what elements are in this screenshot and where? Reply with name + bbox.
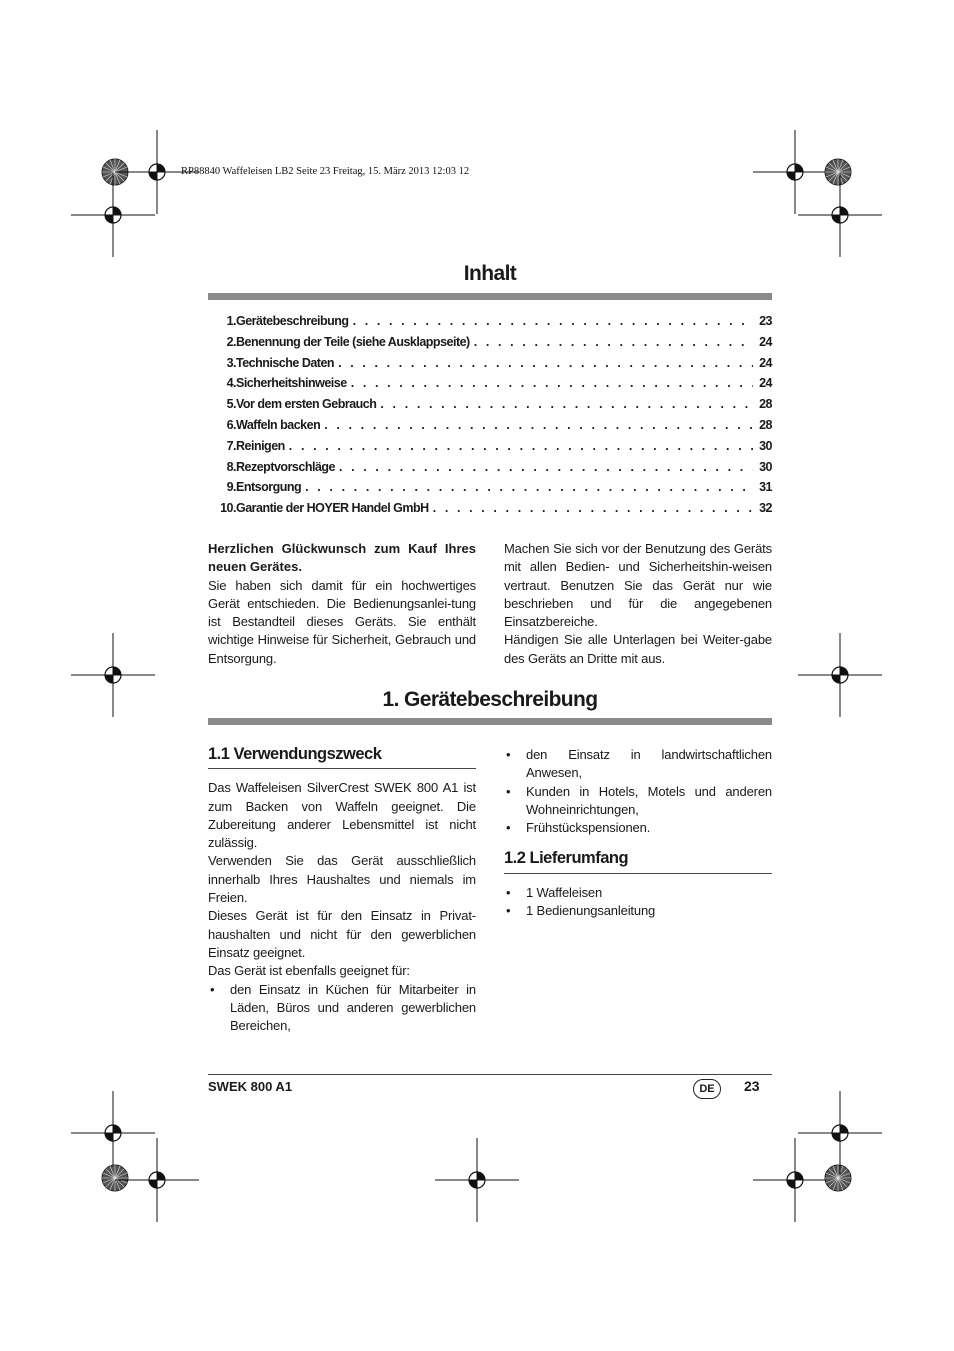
toc-entry-row — [236, 415, 772, 436]
toc-entry-page: 24 — [759, 376, 772, 391]
toc-dot-leader — [376, 394, 753, 415]
toc-dot-leader — [285, 436, 753, 457]
toc-entry-title: Entsorgung — [236, 480, 302, 495]
intro-left-column — [208, 540, 476, 668]
toc-dot-leader — [301, 477, 753, 498]
toc-title: Inhalt — [463, 262, 517, 285]
subsection-title-delivery: 1.2 Lieferumfang — [504, 849, 629, 868]
list-item: • den Einsatz in landwirtschaftlichen Anwesen, — [504, 746, 772, 783]
toc-entry-number: 1. — [226, 314, 236, 328]
toc-entry-title: Waffeln backen — [236, 417, 321, 432]
toc-entry — [208, 353, 772, 374]
subsection-rule — [208, 768, 476, 769]
footer-model: SWEK 800 A1 — [208, 1079, 293, 1094]
intro-right-paragraph-1: Machen Sie sich vor der Benutzung des Geräts mit allen Bedien- und Sicherheitshin-weisen vertraut. Benutzen Sie das Gerät nur wie beschrieben und für die angegebenen Einsatzbereiche. — [504, 541, 772, 630]
toc-entry-row — [236, 353, 772, 374]
toc-entry-number: 7. — [226, 438, 236, 453]
toc-list — [208, 311, 772, 519]
usage-bullet-list — [208, 981, 476, 1036]
toc-entry-number: 10. — [220, 501, 236, 516]
toc-dot-leader — [349, 311, 754, 332]
toc-entry-number: 9. — [226, 480, 236, 495]
toc-entry — [208, 394, 772, 415]
toc-entry-title: Rezeptvorschläge — [236, 459, 335, 474]
usage-column — [208, 745, 476, 1035]
toc-entry-title: Benennung der Teile (siehe Ausklappseite) — [236, 334, 470, 349]
toc-dot-leader — [429, 498, 753, 519]
toc-entry-number: 5. — [226, 397, 236, 412]
list-item: • Frühstückspensionen. — [504, 819, 772, 837]
usage-paragraph-2: Verwenden Sie das Gerät ausschließlich innerhalb Ihres Haushaltes und niemals im Freien. — [208, 853, 476, 906]
toc-entry-page: 24 — [759, 334, 772, 349]
toc-entry-title: Technische Daten — [236, 355, 335, 370]
intro-right-column — [504, 540, 772, 668]
toc-entry-title: Reinigen — [236, 438, 285, 453]
toc-entry-row — [236, 311, 772, 332]
toc-entry-number: 2. — [226, 334, 236, 349]
toc-entry-row — [236, 498, 772, 519]
toc-entry-number: 6. — [226, 417, 236, 432]
toc-dot-leader — [347, 373, 753, 394]
print-header: RP88840 Waffeleisen LB2 Seite 23 Freitag, 15. März 2013 12:03 12 — [181, 166, 470, 177]
footer-rule — [208, 1074, 772, 1075]
toc-entry-page: 32 — [759, 501, 772, 516]
right-column — [504, 746, 772, 920]
toc-dot-leader — [470, 332, 753, 353]
toc-entry — [208, 415, 772, 436]
list-item: • 1 Waffeleisen — [504, 884, 772, 902]
toc-entry — [208, 477, 772, 498]
toc-title-bar — [208, 293, 772, 300]
toc-entry-title: Gerätebeschreibung — [236, 314, 349, 328]
intro-left-text: Sie haben sich damit für ein hochwertiges Gerät entschieden. Die Bedienungsanlei-tung ist Bestandteil dieses Geräts. Sie enthält wichtige Hinweise für Sicherheit, Gebrauch und Entsorgung. — [208, 577, 476, 666]
toc-entry-row — [236, 477, 772, 498]
toc-entry-row — [236, 436, 772, 457]
toc-entry-page: 28 — [759, 397, 772, 412]
toc-entry — [208, 457, 772, 478]
toc-entry — [208, 498, 772, 519]
toc-entry-title: Vor dem ersten Gebrauch — [236, 397, 377, 412]
toc-entry-page: 31 — [759, 480, 772, 495]
intro-right-paragraph-2: Händigen Sie alle Unterlagen bei Weiter-gabe des Geräts an Dritte mit aus. — [504, 632, 772, 666]
toc-entry-page: 28 — [759, 417, 772, 432]
toc-entry-row — [236, 394, 772, 415]
toc-dot-leader — [335, 457, 753, 478]
toc-entry-page: 30 — [759, 438, 772, 453]
toc-dot-leader — [334, 353, 753, 374]
subsection-rule — [504, 873, 772, 874]
toc-entry-title: Garantie der HOYER Handel GmbH — [236, 501, 429, 516]
usage-bullet-list-continued — [504, 746, 772, 837]
toc-entry — [208, 436, 772, 457]
delivery-bullet-list — [504, 884, 772, 921]
usage-paragraph-1: Das Waffeleisen SilverCrest SWEK 800 A1 ist zum Backen von Waffeln geeignet. Die Zubereitung anderer Lebensmittel ist nicht zulässig. — [208, 780, 476, 851]
toc-entry-page: 24 — [759, 355, 772, 370]
page-number: 23 — [744, 1078, 760, 1094]
section-title-bar — [208, 718, 772, 725]
section-title: 1. Gerätebeschreibung — [382, 688, 598, 711]
toc-entry-row — [236, 373, 772, 394]
toc-entry-number: 3. — [226, 355, 236, 370]
toc-entry-title: Sicherheitshinweise — [236, 376, 347, 391]
subsection-title-usage: 1.1 Verwendungszweck — [208, 745, 382, 763]
toc-entry — [208, 332, 772, 353]
toc-entry — [208, 373, 772, 394]
list-item: • 1 Bedienungsanleitung — [504, 902, 772, 920]
toc-entry — [208, 311, 772, 332]
toc-entry-number: 8. — [226, 459, 236, 474]
usage-paragraph-4: Das Gerät ist ebenfalls geeignet für: — [208, 963, 410, 979]
toc-entry-row — [236, 332, 772, 353]
list-item: • Kunden in Hotels, Motels und anderen Wohneinrichtungen, — [504, 783, 772, 820]
toc-entry-number: 4. — [226, 376, 236, 391]
intro-heading: Herzlichen Glückwunsch zum Kauf Ihres neuen Gerätes. — [208, 541, 476, 575]
list-item: • den Einsatz in Küchen für Mitarbeiter in Läden, Büros und anderen gewerblichen Bereichen, — [208, 981, 476, 1036]
language-badge: DE — [693, 1079, 721, 1099]
usage-paragraph-3: Dieses Gerät ist für den Einsatz in Privat-haushalten und nicht für den gewerblichen Einsatz geeignet. — [208, 908, 476, 960]
toc-dot-leader — [320, 415, 753, 436]
toc-entry-page: 23 — [759, 314, 772, 328]
toc-entry-page: 30 — [759, 459, 772, 474]
toc-entry-row — [236, 457, 772, 478]
